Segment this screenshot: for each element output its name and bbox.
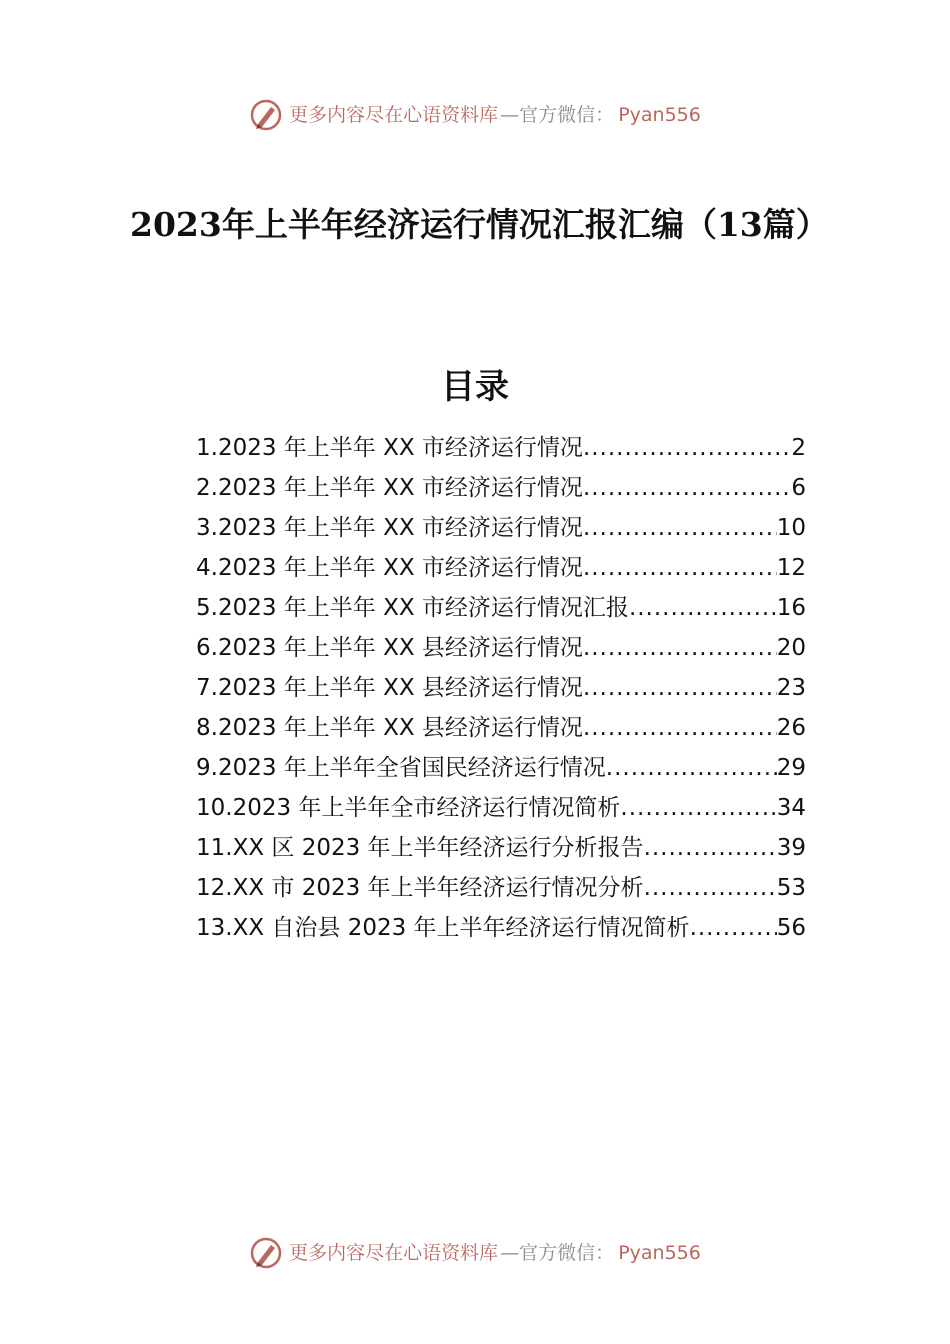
toc-entry-label: 13.XX 自治县 2023 年上半年经济运行情况简析 bbox=[196, 915, 690, 941]
toc-entry-page: 12 bbox=[776, 555, 806, 581]
toc-entry[interactable] bbox=[196, 428, 806, 468]
dot-leader bbox=[583, 708, 777, 748]
toc-entry[interactable] bbox=[196, 868, 806, 908]
toc-entry-label: 11.XX 区 2023 年上半年经济运行分析报告 bbox=[196, 835, 644, 861]
brand-text: 更多内容尽在心语资料库 bbox=[289, 104, 499, 126]
toc-entry-label: 7.2023 年上半年 XX 县经济运行情况 bbox=[196, 675, 583, 701]
toc-entry-page: 23 bbox=[776, 675, 806, 701]
wechat-id: Pyan556 bbox=[618, 1242, 701, 1264]
toc-entry-label: 3.2023 年上半年 XX 市经济运行情况 bbox=[196, 515, 583, 541]
toc-entry[interactable] bbox=[196, 908, 806, 948]
dot-leader bbox=[583, 508, 777, 548]
toc-entry-label: 4.2023 年上半年 XX 市经济运行情况 bbox=[196, 555, 583, 581]
toc-entry[interactable] bbox=[196, 508, 806, 548]
toc-entry-page: 29 bbox=[776, 755, 806, 781]
footer-watermark bbox=[0, 1236, 950, 1270]
toc-entry-label: 6.2023 年上半年 XX 县经济运行情况 bbox=[196, 635, 583, 661]
document-title: 2023年上半年经济运行情况汇报汇编（13篇） bbox=[130, 205, 829, 244]
toc-entry-page: 56 bbox=[776, 915, 806, 941]
toc-heading: 目录 bbox=[441, 367, 509, 407]
toc-entry-label: 5.2023 年上半年 XX 市经济运行情况汇报 bbox=[196, 595, 629, 621]
toc-entry-page: 20 bbox=[776, 635, 806, 661]
toc-entry[interactable] bbox=[196, 668, 806, 708]
toc-entry-page: 53 bbox=[776, 875, 806, 901]
toc-entry-page: 26 bbox=[776, 715, 806, 741]
toc-entry-page: 39 bbox=[776, 835, 806, 861]
toc-entry-label: 2.2023 年上半年 XX 市经济运行情况 bbox=[196, 475, 583, 501]
wechat-id: Pyan556 bbox=[618, 104, 701, 126]
dot-leader bbox=[606, 748, 777, 788]
toc-entry-label: 8.2023 年上半年 XX 县经济运行情况 bbox=[196, 715, 583, 741]
dot-leader bbox=[583, 428, 791, 468]
dot-leader bbox=[583, 668, 777, 708]
dot-leader bbox=[644, 868, 777, 908]
toc-entry-label: 12.XX 市 2023 年上半年经济运行情况分析 bbox=[196, 875, 644, 901]
dot-leader bbox=[583, 468, 791, 508]
toc-entry-page: 16 bbox=[776, 595, 806, 621]
dot-leader bbox=[583, 628, 777, 668]
toc-entry-label: 10.2023 年上半年全市经济运行情况简析 bbox=[196, 795, 621, 821]
toc-entry[interactable] bbox=[196, 588, 806, 628]
toc-entry-page: 2 bbox=[791, 435, 806, 461]
pen-logo-icon bbox=[249, 1236, 283, 1270]
dot-leader bbox=[690, 908, 777, 948]
dot-leader bbox=[629, 588, 777, 628]
toc-entry[interactable] bbox=[196, 548, 806, 588]
toc-entry-label: 9.2023 年上半年全省国民经济运行情况 bbox=[196, 755, 606, 781]
toc-entry-label: 1.2023 年上半年 XX 市经济运行情况 bbox=[196, 435, 583, 461]
toc-entry-page: 10 bbox=[776, 515, 806, 541]
toc-entry[interactable] bbox=[196, 628, 806, 668]
dot-leader bbox=[583, 548, 777, 588]
table-of-contents bbox=[196, 428, 806, 948]
toc-entry[interactable] bbox=[196, 708, 806, 748]
toc-entry[interactable] bbox=[196, 748, 806, 788]
toc-entry[interactable] bbox=[196, 828, 806, 868]
header-watermark bbox=[0, 98, 950, 132]
brand-text: 更多内容尽在心语资料库 bbox=[289, 1242, 499, 1264]
pen-logo-icon bbox=[249, 98, 283, 132]
toc-entry-page: 6 bbox=[791, 475, 806, 501]
toc-entry[interactable] bbox=[196, 468, 806, 508]
wechat-label: —官方微信： bbox=[500, 104, 615, 126]
toc-entry[interactable] bbox=[196, 788, 806, 828]
dot-leader bbox=[620, 788, 776, 828]
wechat-label: —官方微信： bbox=[500, 1242, 615, 1264]
toc-entry-page: 34 bbox=[776, 795, 806, 821]
dot-leader bbox=[644, 828, 777, 868]
